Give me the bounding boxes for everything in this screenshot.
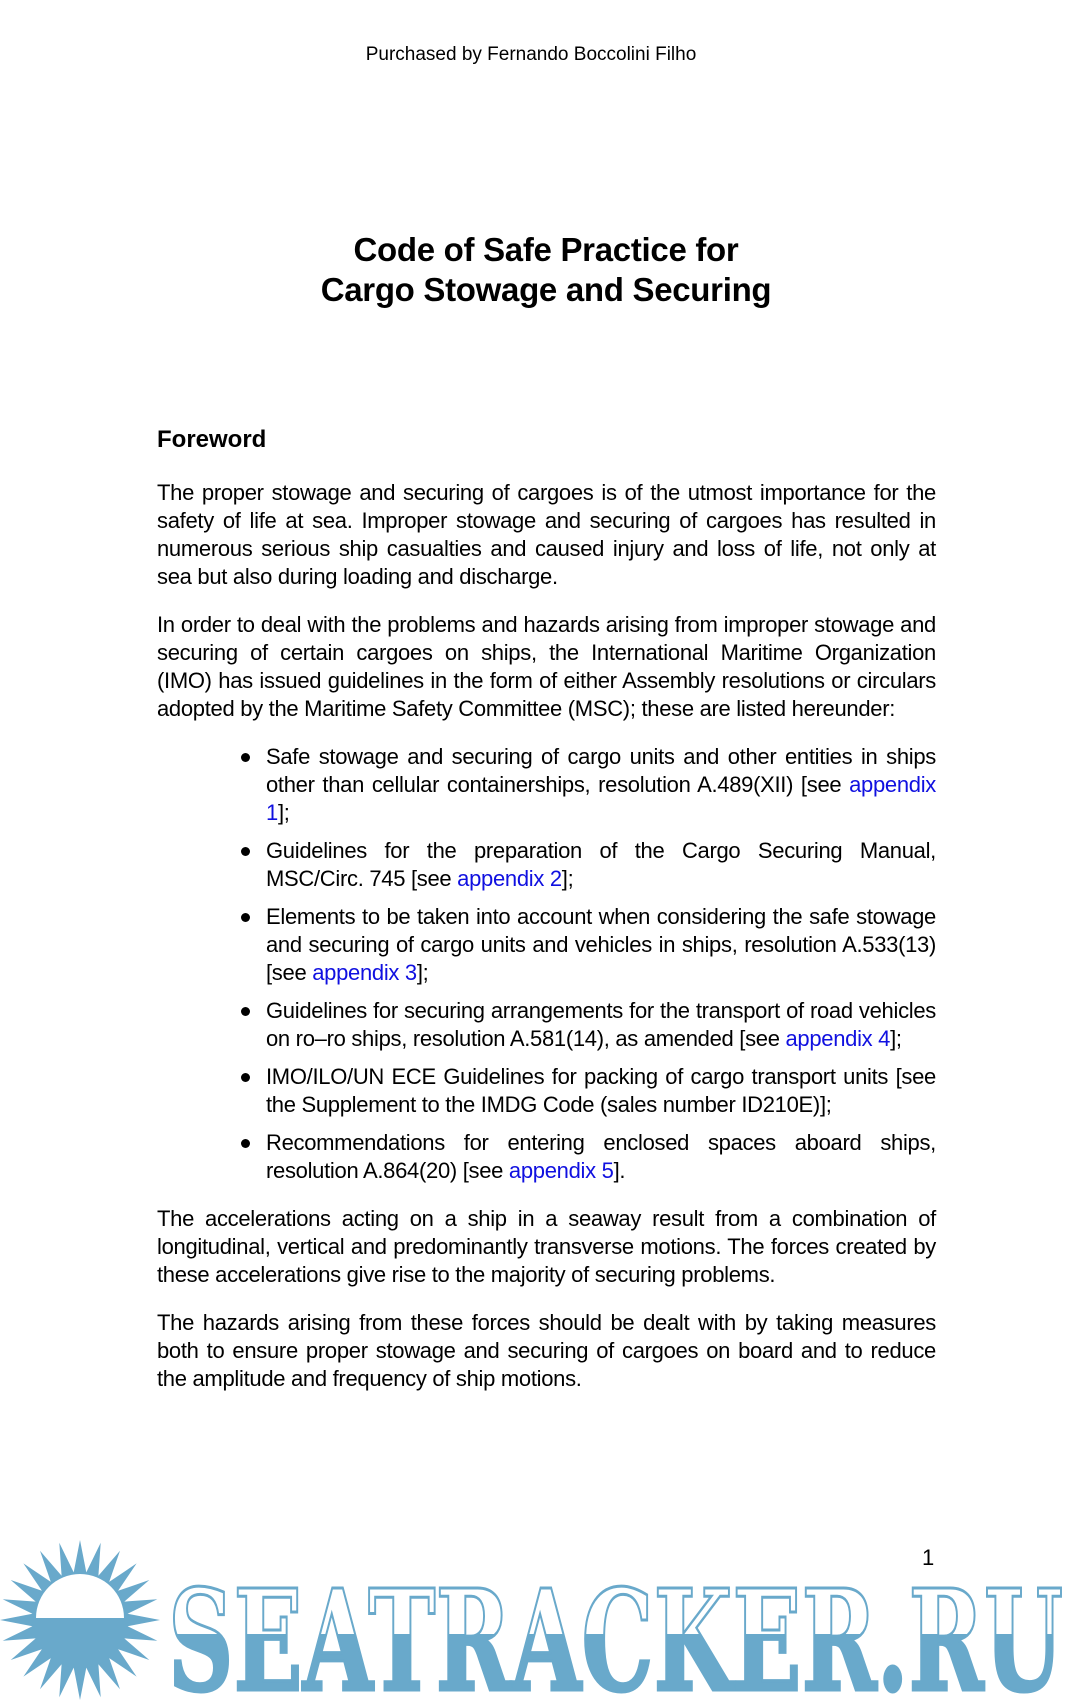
watermark-text: SEATRACKER.RU xyxy=(168,1560,1063,1700)
appendix-4-link[interactable]: appendix 4 xyxy=(785,1026,891,1051)
list-item xyxy=(241,743,936,827)
bullet-icon xyxy=(241,753,250,762)
list-item xyxy=(241,1129,936,1185)
title-line-2: Cargo Stowage and Securing xyxy=(320,271,772,308)
list-item-text: Safe stowage and securing of cargo units and other entities in ships other than cellular containerships, resolution A.489(XII) [see xyxy=(266,744,936,797)
list-item xyxy=(241,903,936,987)
list-item-text-end: ]; xyxy=(277,800,290,825)
bullet-icon xyxy=(241,913,250,922)
list-item xyxy=(241,997,936,1053)
list-item xyxy=(241,1063,936,1119)
bullet-icon xyxy=(241,1073,250,1082)
paragraph-3: The accelerations acting on a ship in a seaway result from a combination of longitudinal, vertical and predominantly transverse motions. The forces created by these accelerations give rise to the majority of securing problems. xyxy=(157,1206,936,1287)
list-item-text: Elements to be taken into account when considering the safe stowage and securing of cargo units and vehicles in ships, resolution A.533(13) [see xyxy=(266,904,936,985)
list-item-text-end: ]. xyxy=(613,1158,626,1183)
list-item-text-end: ]; xyxy=(561,866,574,891)
appendix-5-link[interactable]: appendix 5 xyxy=(508,1158,614,1183)
section-heading: Foreword xyxy=(157,426,267,453)
paragraph-1: The proper stowage and securing of cargoes is of the utmost importance for the safety of life at sea. Improper stowage and securing of cargoes has resulted in numerous serious ship casualties and caused injury and loss of life, not only at sea but also during loading and discharge. xyxy=(157,480,936,589)
appendix-1-link[interactable]: appendix 1 xyxy=(266,772,936,825)
appendix-3-link[interactable]: appendix 3 xyxy=(312,960,417,985)
bullet-icon xyxy=(241,1007,250,1016)
document-body xyxy=(157,479,936,1413)
page-number: 1 xyxy=(922,1545,935,1570)
document-title xyxy=(0,230,1080,310)
list-item-text: Guidelines for securing arrangements for the transport of road vehicles on ro–ro ships, resolution A.581(14), as amended [see xyxy=(266,998,936,1051)
seatracker-watermark xyxy=(0,1540,1080,1700)
sun-logo-icon xyxy=(0,1540,160,1700)
list-item-text: Guidelines for the preparation of the Cargo Securing Manual, MSC/Circ. 745 [see xyxy=(266,838,936,891)
paragraph-4: The hazards arising from these forces should be dealt with by taking measures both to ensure proper stowage and securing of cargoes on board and to reduce the amplitude and frequency of ship motions. xyxy=(157,1310,936,1391)
list-item-text: Recommendations for entering enclosed spaces aboard ships, resolution A.864(20) [see xyxy=(266,1130,936,1183)
bullet-icon xyxy=(241,847,250,856)
purchased-by-notice: Purchased by Fernando Boccolini Filho xyxy=(365,44,697,65)
appendix-2-link[interactable]: appendix 2 xyxy=(457,866,562,891)
title-line-1: Code of Safe Practice for xyxy=(353,231,739,268)
guidelines-list xyxy=(241,743,936,1185)
list-item xyxy=(241,837,936,893)
list-item-text: IMO/ILO/UN ECE Guidelines for packing of cargo transport units [see the Supplement to the IMDG Code (sales number ID210E)]; xyxy=(266,1064,936,1117)
list-item-text-end: ]; xyxy=(416,960,429,985)
list-item-text-end: ]; xyxy=(890,1026,902,1051)
bullet-icon xyxy=(241,1139,250,1148)
paragraph-2: In order to deal with the problems and hazards arising from improper stowage and securing of certain cargoes on ships, the International Maritime Organization (IMO) has issued guidelines in the form of either Assembly resolutions or circulars adopted by the Maritime Safety Committee (MSC); these are listed hereunder: xyxy=(157,612,936,721)
